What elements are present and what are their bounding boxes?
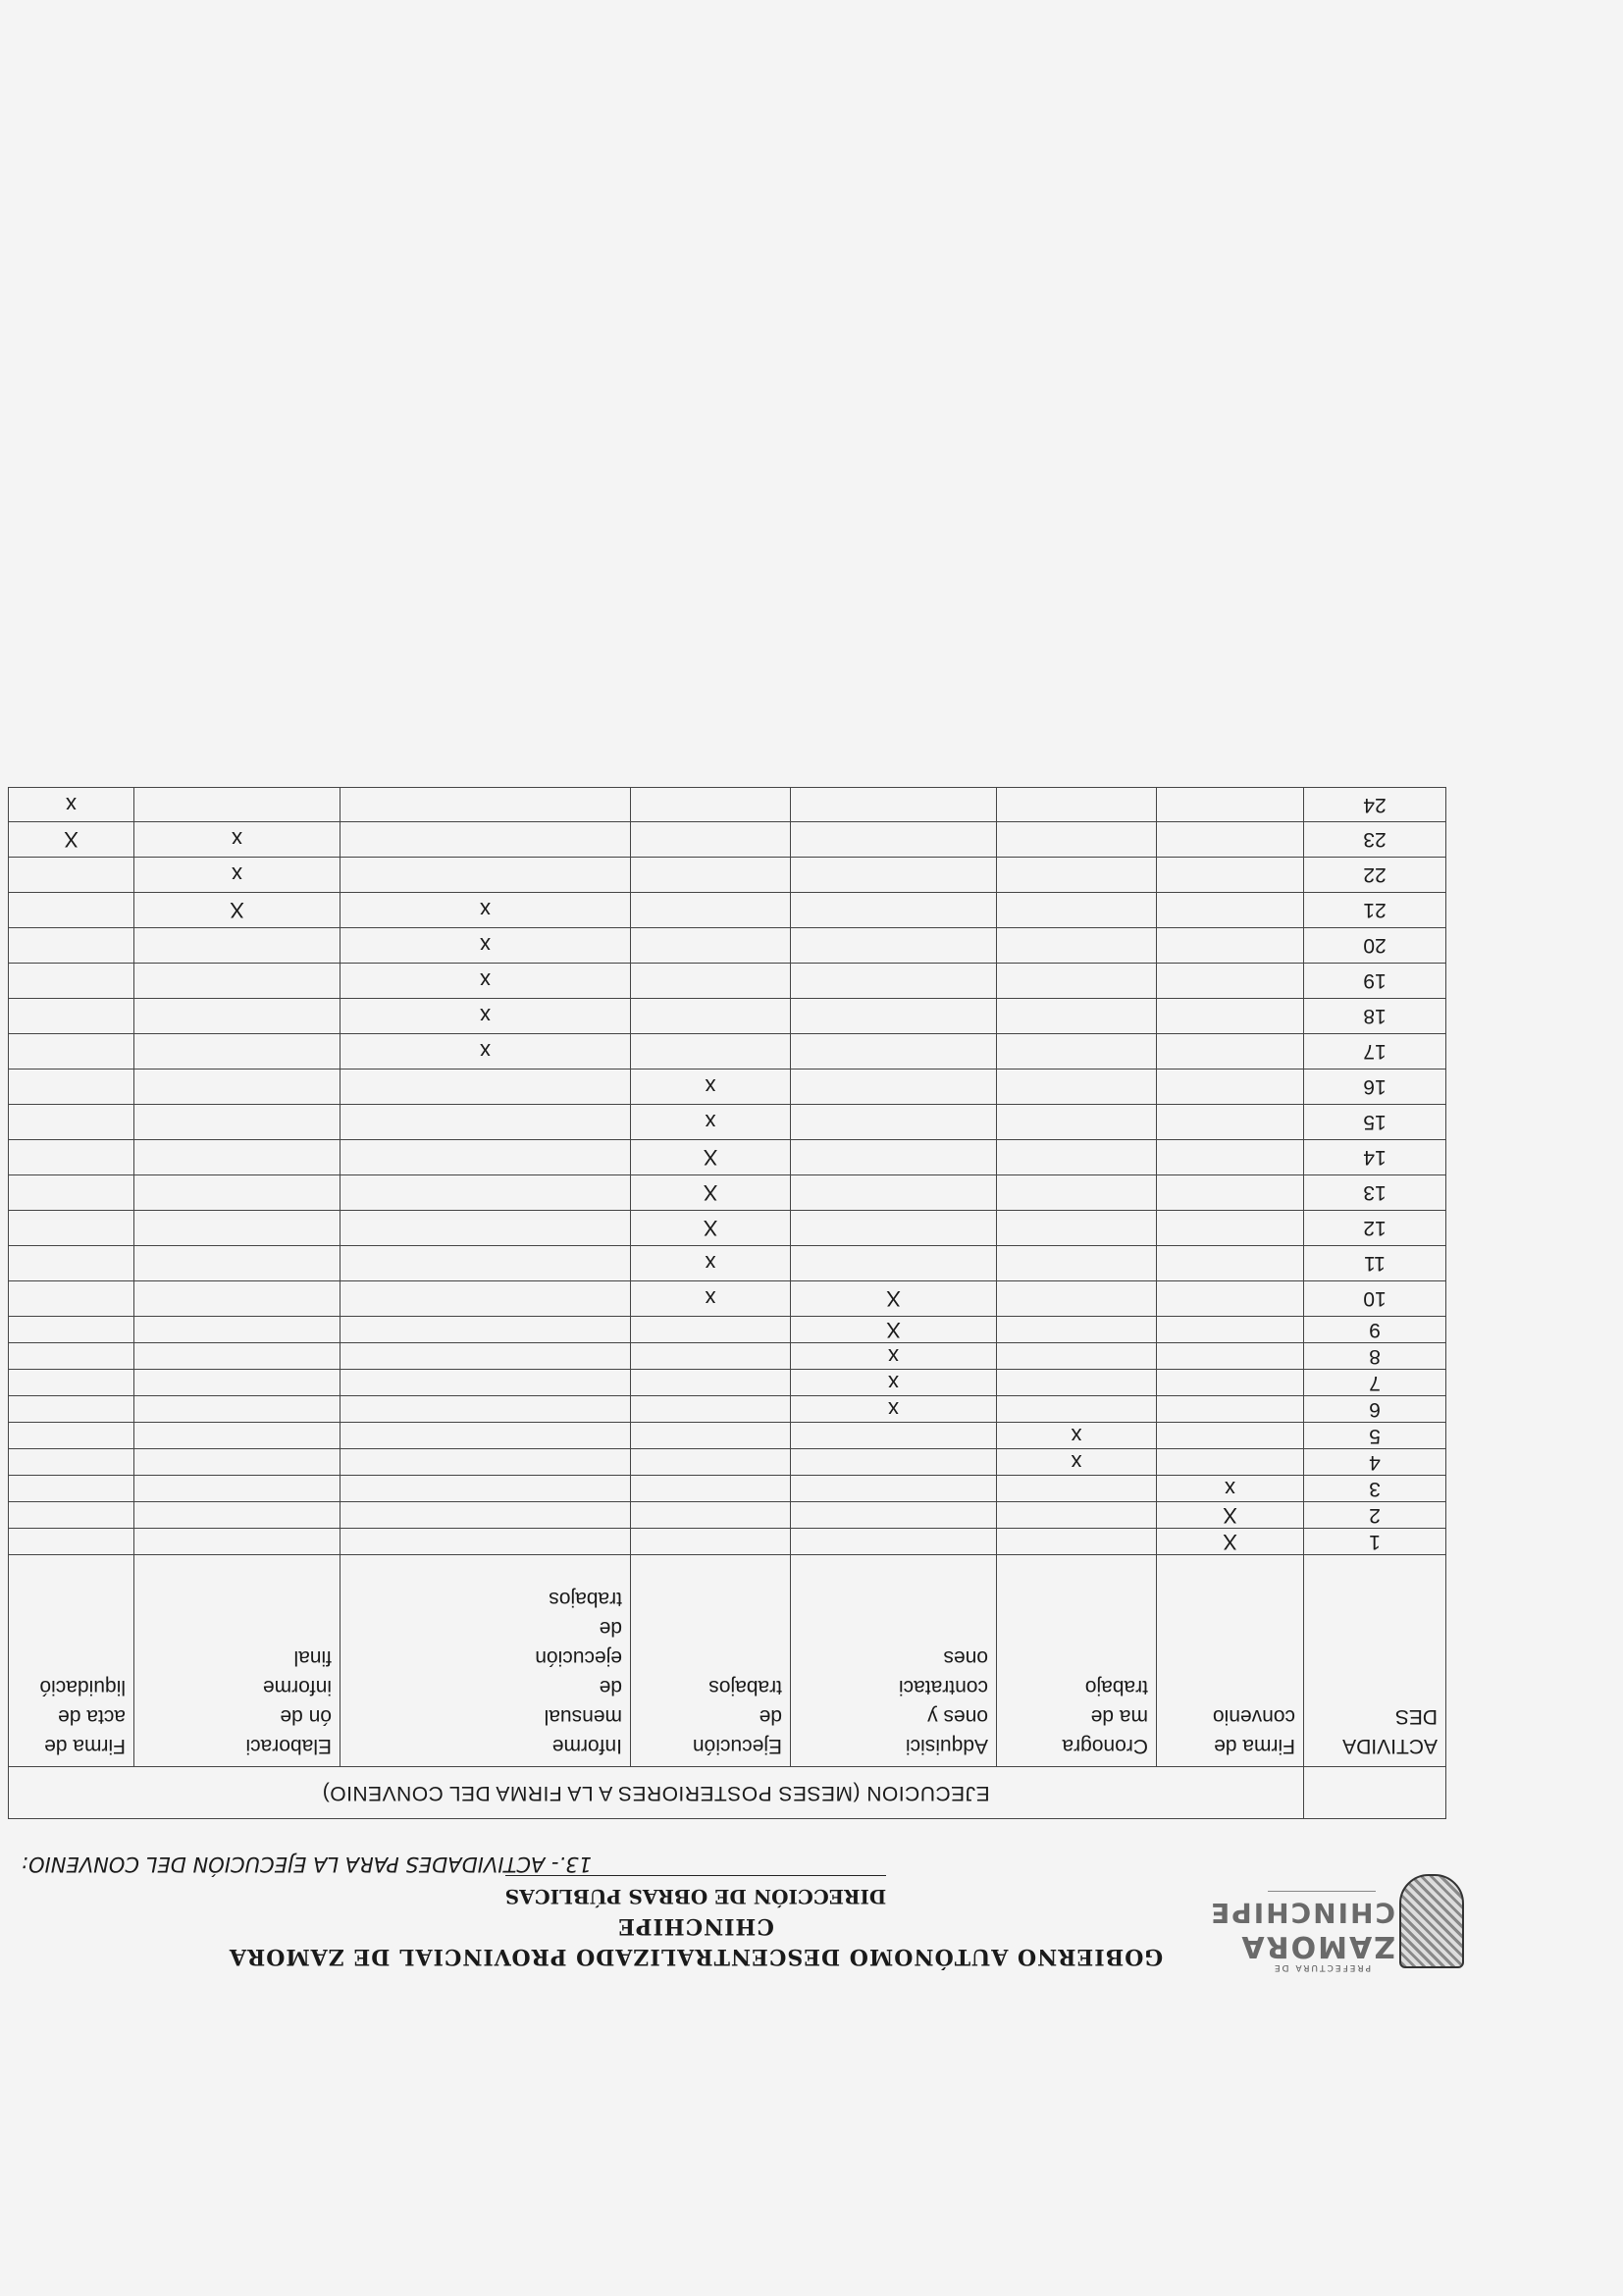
schedule-cell <box>134 1246 340 1281</box>
schedule-cell <box>1157 1211 1304 1246</box>
organization-header <box>181 1875 1211 1972</box>
month-row <box>8 893 1445 928</box>
schedule-cell <box>340 1317 631 1343</box>
month-row <box>8 1281 1445 1317</box>
schedule-cell: X <box>631 1140 791 1175</box>
activities-table <box>8 787 1446 1819</box>
month-row <box>8 1502 1445 1529</box>
schedule-cell <box>340 1246 631 1281</box>
month-number: 9 <box>1304 1317 1446 1343</box>
schedule-cell <box>340 1140 631 1175</box>
activity-header-line: Firma de <box>1214 1735 1295 1757</box>
month-row <box>8 822 1445 858</box>
activity-header-cell <box>791 1555 997 1767</box>
activity-header-line: ejecución <box>535 1646 622 1669</box>
header-row <box>8 1555 1445 1767</box>
month-number: 15 <box>1304 1105 1446 1140</box>
schedule-cell <box>8 1449 133 1476</box>
month-row <box>8 1449 1445 1476</box>
schedule-cell <box>8 1343 133 1370</box>
schedule-cell <box>997 1343 1157 1370</box>
schedule-cell <box>631 1529 791 1555</box>
activity-header-cell <box>134 1555 340 1767</box>
activity-header-line: trabajos <box>708 1676 782 1698</box>
schedule-cell <box>791 1211 997 1246</box>
month-number: 17 <box>1304 1034 1446 1070</box>
schedule-cell <box>134 1105 340 1140</box>
schedule-cell <box>8 1423 133 1449</box>
logo-small-text: PREFECTURA DE <box>1272 1962 1372 1972</box>
schedule-cell: x <box>631 1105 791 1140</box>
activity-header-line: ma de <box>1090 1705 1148 1728</box>
caption-row <box>8 1767 1445 1819</box>
schedule-cell: x <box>631 1246 791 1281</box>
month-number: 1 <box>1304 1529 1446 1555</box>
activity-header-line: convenio <box>1212 1705 1295 1728</box>
month-row <box>8 1211 1445 1246</box>
schedule-cell <box>340 1070 631 1105</box>
schedule-cell: X <box>1157 1529 1304 1555</box>
schedule-cell <box>340 822 631 858</box>
schedule-cell <box>134 1140 340 1175</box>
schedule-cell <box>791 1529 997 1555</box>
schedule-cell <box>1157 1105 1304 1140</box>
schedule-cell <box>791 893 997 928</box>
schedule-cell <box>8 1529 133 1555</box>
schedule-cell: x <box>134 858 340 893</box>
schedule-cell: X <box>631 1211 791 1246</box>
schedule-cell: x <box>1157 1476 1304 1502</box>
schedule-cell <box>997 1175 1157 1211</box>
activity-header-line: Adquisici <box>905 1735 988 1757</box>
schedule-cell: x <box>340 999 631 1034</box>
schedule-cell <box>134 788 340 822</box>
activity-header-cell <box>1157 1555 1304 1767</box>
schedule-cell <box>1157 1423 1304 1449</box>
month-number: 11 <box>1304 1246 1446 1281</box>
month-number: 21 <box>1304 893 1446 928</box>
activity-header-line: de <box>759 1705 782 1728</box>
schedule-cell: X <box>631 1175 791 1211</box>
activity-header <box>1304 1555 1446 1767</box>
schedule-cell: x <box>631 1070 791 1105</box>
schedule-cell <box>997 928 1157 964</box>
schedule-cell: x <box>340 893 631 928</box>
schedule-cell <box>997 1476 1157 1502</box>
schedule-cell <box>1157 1317 1304 1343</box>
schedule-cell <box>997 1034 1157 1070</box>
schedule-cell <box>8 1370 133 1396</box>
schedule-cell <box>631 1449 791 1476</box>
schedule-cell <box>997 1140 1157 1175</box>
month-number: 7 <box>1304 1370 1446 1396</box>
schedule-cell: X <box>8 822 133 858</box>
schedule-cell <box>340 1175 631 1211</box>
activity-header-line: DES <box>1394 1705 1438 1728</box>
schedule-cell <box>631 928 791 964</box>
month-number: 12 <box>1304 1211 1446 1246</box>
activity-header-line: Cronogra <box>1062 1735 1148 1757</box>
section-title: 13.- ACTIVIDADES PARA LA EJECUCIÓN DEL CONVENIO: <box>21 1852 592 1876</box>
month-row <box>8 788 1445 822</box>
activity-header-cell <box>631 1555 791 1767</box>
schedule-cell <box>134 1034 340 1070</box>
activity-header-line: final <box>293 1646 332 1669</box>
schedule-cell <box>791 928 997 964</box>
schedule-cell: X <box>791 1317 997 1343</box>
schedule-cell <box>8 893 133 928</box>
month-number: 6 <box>1304 1396 1446 1423</box>
schedule-cell <box>134 1343 340 1370</box>
schedule-cell <box>134 1175 340 1211</box>
schedule-cell <box>791 1140 997 1175</box>
month-number: 3 <box>1304 1476 1446 1502</box>
month-row <box>8 1317 1445 1343</box>
schedule-cell <box>134 1370 340 1396</box>
schedule-cell <box>791 1476 997 1502</box>
month-number: 19 <box>1304 964 1446 999</box>
schedule-cell <box>791 1449 997 1476</box>
schedule-cell: x <box>997 1449 1157 1476</box>
schedule-cell <box>1157 1034 1304 1070</box>
schedule-cell <box>8 1175 133 1211</box>
schedule-cell <box>791 1034 997 1070</box>
schedule-cell: X <box>1157 1502 1304 1529</box>
schedule-cell <box>1157 858 1304 893</box>
schedule-cell <box>1157 928 1304 964</box>
department-name: DIRECCIÓN DE OBRAS PÚBLICAS <box>505 1875 887 1911</box>
schedule-cell <box>997 1529 1157 1555</box>
schedule-cell <box>631 858 791 893</box>
activity-header-line: de <box>599 1676 622 1698</box>
schedule-cell <box>340 1423 631 1449</box>
schedule-cell <box>631 893 791 928</box>
schedule-cell: X <box>791 1281 997 1317</box>
table-caption: EJECUCION (MESES POSTERIORES A LA FIRMA DEL CONVENIO) <box>8 1767 1303 1819</box>
schedule-cell <box>340 1476 631 1502</box>
schedule-cell <box>791 999 997 1034</box>
schedule-cell <box>1157 1343 1304 1370</box>
activity-header-line: informe <box>262 1676 332 1698</box>
org-name-line-1: GOBIERNO AUTÓNOMO DESCENTRALIZADO PROVINCIAL DE ZAMORA <box>228 1944 1164 1969</box>
month-row <box>8 1423 1445 1449</box>
schedule-cell <box>134 1211 340 1246</box>
activity-header-line: Firma de <box>44 1735 126 1757</box>
schedule-cell <box>340 1502 631 1529</box>
schedule-cell: x <box>791 1370 997 1396</box>
activity-header-cell <box>8 1555 133 1767</box>
schedule-cell <box>631 1034 791 1070</box>
schedule-cell <box>631 1502 791 1529</box>
schedule-cell <box>791 1105 997 1140</box>
logo-line-1: ZAMORA <box>1239 1929 1395 1963</box>
month-row <box>8 1476 1445 1502</box>
month-number: 2 <box>1304 1502 1446 1529</box>
schedule-cell <box>134 1281 340 1317</box>
schedule-cell <box>997 788 1157 822</box>
schedule-cell <box>340 1211 631 1246</box>
schedule-cell: x <box>997 1423 1157 1449</box>
schedule-cell <box>997 858 1157 893</box>
month-row <box>8 928 1445 964</box>
schedule-cell <box>997 893 1157 928</box>
month-row <box>8 964 1445 999</box>
schedule-cell <box>134 1423 340 1449</box>
schedule-cell <box>997 999 1157 1034</box>
month-number: 10 <box>1304 1281 1446 1317</box>
schedule-cell <box>134 1317 340 1343</box>
schedule-cell <box>340 1529 631 1555</box>
schedule-cell <box>631 1476 791 1502</box>
schedule-cell <box>340 1449 631 1476</box>
schedule-cell <box>8 1317 133 1343</box>
schedule-cell: x <box>631 1281 791 1317</box>
schedule-cell <box>1157 1140 1304 1175</box>
prefectura-logo <box>1209 1891 1395 1972</box>
schedule-cell <box>997 1502 1157 1529</box>
schedule-cell <box>1157 822 1304 858</box>
schedule-cell <box>8 928 133 964</box>
month-row <box>8 1070 1445 1105</box>
schedule-cell <box>791 858 997 893</box>
activity-header-cell <box>997 1555 1157 1767</box>
schedule-cell <box>340 858 631 893</box>
caption-corner <box>1304 1767 1446 1819</box>
schedule-cell <box>340 1396 631 1423</box>
schedule-cell <box>134 1396 340 1423</box>
schedule-cell: x <box>791 1396 997 1423</box>
month-number: 13 <box>1304 1175 1446 1211</box>
schedule-cell <box>997 1246 1157 1281</box>
month-row <box>8 999 1445 1034</box>
schedule-cell <box>791 1502 997 1529</box>
schedule-cell: x <box>134 822 340 858</box>
month-row <box>8 1175 1445 1211</box>
month-row <box>8 858 1445 893</box>
schedule-cell <box>8 1070 133 1105</box>
month-number: 18 <box>1304 999 1446 1034</box>
schedule-cell <box>8 1105 133 1140</box>
month-row <box>8 1105 1445 1140</box>
schedule-cell <box>791 822 997 858</box>
month-row <box>8 1343 1445 1370</box>
org-name-line-2: CHINCHIPE <box>617 1913 774 1939</box>
schedule-cell <box>1157 999 1304 1034</box>
schedule-cell <box>791 1070 997 1105</box>
schedule-cell <box>340 1343 631 1370</box>
month-row <box>8 1396 1445 1423</box>
activity-header-line: Informe <box>551 1735 622 1757</box>
schedule-cell <box>791 788 997 822</box>
activity-header-line: contrataci <box>898 1676 988 1698</box>
month-number: 22 <box>1304 858 1446 893</box>
month-row <box>8 1529 1445 1555</box>
activity-header-cell <box>340 1555 631 1767</box>
logo-divider <box>1268 1891 1376 1892</box>
schedule-cell <box>8 1281 133 1317</box>
schedule-cell <box>997 1105 1157 1140</box>
schedule-cell <box>997 1370 1157 1396</box>
activity-header-line: ones <box>943 1646 988 1669</box>
schedule-cell <box>631 788 791 822</box>
activity-header-line: ón de <box>280 1705 332 1728</box>
activity-header-line: de <box>599 1617 622 1640</box>
schedule-cell <box>8 1246 133 1281</box>
month-number: 23 <box>1304 822 1446 858</box>
schedule-cell <box>134 928 340 964</box>
schedule-cell <box>340 1105 631 1140</box>
schedule-cell <box>8 858 133 893</box>
schedule-cell <box>631 1370 791 1396</box>
schedule-cell <box>340 788 631 822</box>
month-row <box>8 1246 1445 1281</box>
schedule-cell <box>791 1246 997 1281</box>
schedule-cell <box>8 1502 133 1529</box>
schedule-cell <box>340 1370 631 1396</box>
logo-line-2: CHINCHIPE <box>1209 1897 1395 1929</box>
activity-header-line: trabajos <box>549 1588 622 1610</box>
month-number: 4 <box>1304 1449 1446 1476</box>
schedule-cell <box>997 964 1157 999</box>
schedule-cell <box>134 1070 340 1105</box>
coat-of-arms-icon <box>1399 1874 1464 1968</box>
schedule-cell <box>1157 964 1304 999</box>
schedule-cell <box>997 1281 1157 1317</box>
schedule-cell: X <box>134 893 340 928</box>
month-row <box>8 1140 1445 1175</box>
schedule-cell <box>8 999 133 1034</box>
schedule-cell <box>631 999 791 1034</box>
schedule-cell <box>8 1140 133 1175</box>
month-number: 14 <box>1304 1140 1446 1175</box>
schedule-cell <box>1157 1246 1304 1281</box>
schedule-cell <box>340 1281 631 1317</box>
schedule-cell <box>134 1529 340 1555</box>
activity-header-line: ACTIVIDA <box>1342 1735 1438 1757</box>
schedule-cell <box>134 964 340 999</box>
schedule-cell <box>631 1317 791 1343</box>
schedule-cell <box>8 1034 133 1070</box>
schedule-cell <box>8 1211 133 1246</box>
schedule-cell <box>997 1317 1157 1343</box>
schedule-cell <box>997 1070 1157 1105</box>
schedule-cell <box>8 1476 133 1502</box>
schedule-cell <box>8 964 133 999</box>
schedule-cell: x <box>8 788 133 822</box>
schedule-cell <box>1157 893 1304 928</box>
schedule-cell <box>631 822 791 858</box>
schedule-cell <box>631 1423 791 1449</box>
month-number: 20 <box>1304 928 1446 964</box>
schedule-cell <box>631 964 791 999</box>
schedule-cell: x <box>340 928 631 964</box>
month-number: 24 <box>1304 788 1446 822</box>
schedule-cell <box>997 1211 1157 1246</box>
month-row <box>8 1034 1445 1070</box>
schedule-cell: x <box>340 1034 631 1070</box>
schedule-cell <box>997 1396 1157 1423</box>
month-number: 16 <box>1304 1070 1446 1105</box>
schedule-cell <box>8 1396 133 1423</box>
schedule-cell <box>791 1175 997 1211</box>
schedule-cell <box>134 1502 340 1529</box>
schedule-cell <box>134 1476 340 1502</box>
activity-header-line: Elaboraci <box>245 1735 332 1757</box>
schedule-cell <box>1157 1449 1304 1476</box>
schedule-cell <box>791 964 997 999</box>
schedule-cell <box>1157 1396 1304 1423</box>
activity-header-line: ones y <box>927 1705 988 1728</box>
schedule-cell <box>997 822 1157 858</box>
schedule-cell <box>134 1449 340 1476</box>
schedule-cell <box>631 1343 791 1370</box>
schedule-cell <box>134 999 340 1034</box>
activity-header-line: liquidació <box>39 1676 126 1698</box>
schedule-cell <box>1157 1070 1304 1105</box>
activity-header-line: mensual <box>544 1705 622 1728</box>
schedule-cell <box>1157 1370 1304 1396</box>
schedule-cell <box>1157 1281 1304 1317</box>
schedule-cell: x <box>340 964 631 999</box>
schedule-cell <box>791 1423 997 1449</box>
activity-header-line: acta de <box>58 1705 126 1728</box>
activity-header-line: trabajo <box>1084 1676 1148 1698</box>
schedule-cell <box>1157 1175 1304 1211</box>
schedule-cell: x <box>791 1343 997 1370</box>
month-number: 5 <box>1304 1423 1446 1449</box>
month-row <box>8 1370 1445 1396</box>
schedule-cell <box>1157 788 1304 822</box>
activity-header-line: Ejecución <box>692 1735 782 1757</box>
month-number: 8 <box>1304 1343 1446 1370</box>
schedule-cell <box>631 1396 791 1423</box>
